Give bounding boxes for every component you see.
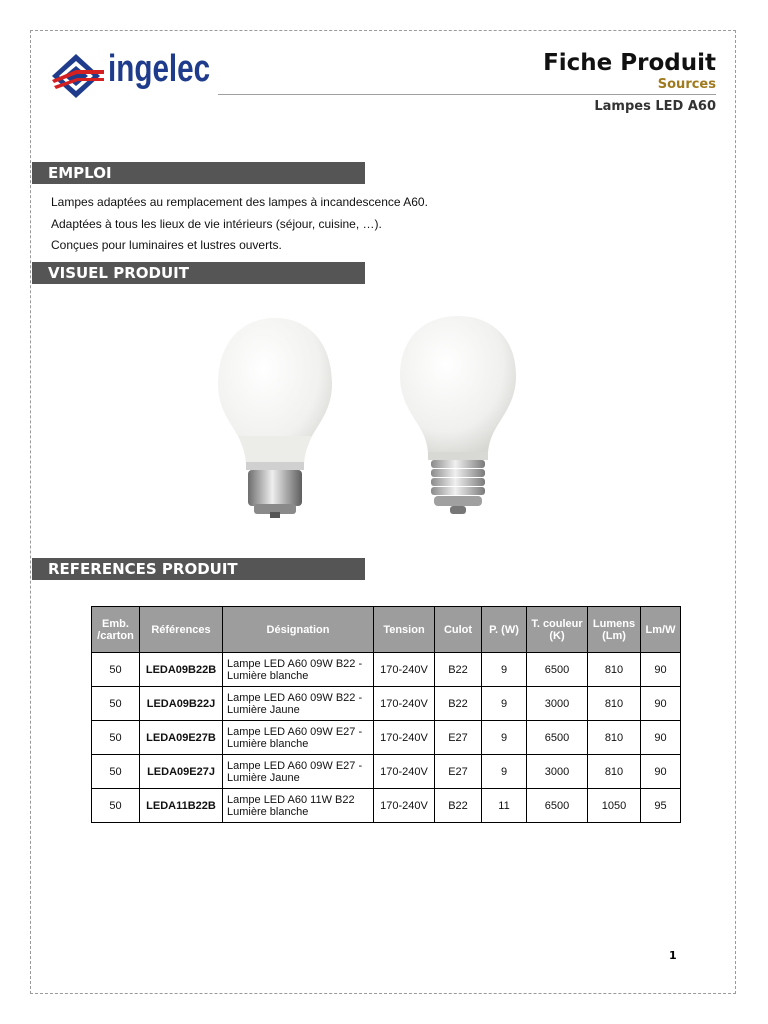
table-cell: 11	[482, 789, 527, 823]
table-cell: LEDA11B22B	[140, 789, 223, 823]
table-cell: 810	[588, 687, 641, 721]
product-line-label: Lampes LED A60	[594, 99, 716, 114]
col-header: Tension	[374, 607, 435, 653]
table-cell: LEDA09E27B	[140, 721, 223, 755]
table-cell: 90	[641, 721, 681, 755]
header-divider	[218, 94, 716, 95]
table-row	[92, 789, 681, 823]
page-title: Fiche Produit	[543, 50, 716, 76]
table-cell: 6500	[527, 789, 588, 823]
table-cell: 170-240V	[374, 721, 435, 755]
table-cell: 50	[92, 653, 140, 687]
table-cell: B22	[435, 687, 482, 721]
col-header: P. (W)	[482, 607, 527, 653]
emploi-line: Adaptées à tous les lieux de vie intérieurs (séjour, cuisine, …).	[51, 216, 382, 231]
brand-name: ingelec	[108, 48, 211, 90]
bulb-b22-image	[210, 312, 340, 522]
table-header-row	[92, 607, 681, 653]
table-cell: Lampe LED A60 09W E27 - Lumière Jaune	[223, 755, 374, 789]
table-cell: 170-240V	[374, 653, 435, 687]
table-cell: 1050	[588, 789, 641, 823]
emploi-line: Conçues pour luminaires et lustres ouverts.	[51, 238, 282, 252]
table-cell: 90	[641, 755, 681, 789]
table-cell: LEDA09B22B	[140, 653, 223, 687]
table-cell: 6500	[527, 653, 588, 687]
table-cell: 90	[641, 687, 681, 721]
section-visuel-title: VISUEL PRODUIT	[32, 262, 365, 284]
table-cell: 170-240V	[374, 789, 435, 823]
table-cell: 810	[588, 755, 641, 789]
table-cell: 50	[92, 687, 140, 721]
col-header: Désignation	[223, 607, 374, 653]
table-cell: LEDA09E27J	[140, 755, 223, 789]
table-cell: Lampe LED A60 09W B22 - Lumière Jaune	[223, 687, 374, 721]
references-table	[91, 606, 681, 823]
table-cell: 170-240V	[374, 755, 435, 789]
col-header: Culot	[435, 607, 482, 653]
table-cell: 95	[641, 789, 681, 823]
table-cell: 6500	[527, 721, 588, 755]
table-cell: 50	[92, 721, 140, 755]
table-cell: LEDA09B22J	[140, 687, 223, 721]
table-cell: 9	[482, 653, 527, 687]
col-header: T. couleur (K)	[527, 607, 588, 653]
category-label: Sources	[657, 77, 716, 92]
table-cell: Lampe LED A60 11W B22 Lumière blanche	[223, 789, 374, 823]
table-cell: E27	[435, 755, 482, 789]
col-header: Emb. /carton	[92, 607, 140, 653]
table-cell: Lampe LED A60 09W E27 - Lumière blanche	[223, 721, 374, 755]
table-cell: 50	[92, 755, 140, 789]
col-header: Lm/W	[641, 607, 681, 653]
table-cell: B22	[435, 653, 482, 687]
table-cell: 50	[92, 789, 140, 823]
emploi-line: Lampes adaptées au remplacement des lampes à incandescence A60.	[51, 195, 428, 209]
table-body	[92, 653, 681, 823]
table-row	[92, 687, 681, 721]
table-cell: 90	[641, 653, 681, 687]
section-references-title: REFERENCES PRODUIT	[32, 558, 365, 580]
col-header: Références	[140, 607, 223, 653]
table-cell: 3000	[527, 687, 588, 721]
table-cell: 3000	[527, 755, 588, 789]
emploi-description	[51, 192, 428, 257]
table-cell: 170-240V	[374, 687, 435, 721]
col-header: Lumens (Lm)	[588, 607, 641, 653]
table-cell: E27	[435, 721, 482, 755]
table-row	[92, 653, 681, 687]
page-number: 1	[669, 949, 677, 962]
table-row	[92, 755, 681, 789]
table-cell: 810	[588, 653, 641, 687]
section-emploi-title: EMPLOI	[32, 162, 365, 184]
table-cell: 9	[482, 721, 527, 755]
table-row	[92, 721, 681, 755]
table-cell: B22	[435, 789, 482, 823]
table-cell: 9	[482, 755, 527, 789]
bulb-e27-image	[396, 312, 520, 522]
table-cell: 810	[588, 721, 641, 755]
table-cell: 9	[482, 687, 527, 721]
table-cell: Lampe LED A60 09W B22 - Lumière blanche	[223, 653, 374, 687]
